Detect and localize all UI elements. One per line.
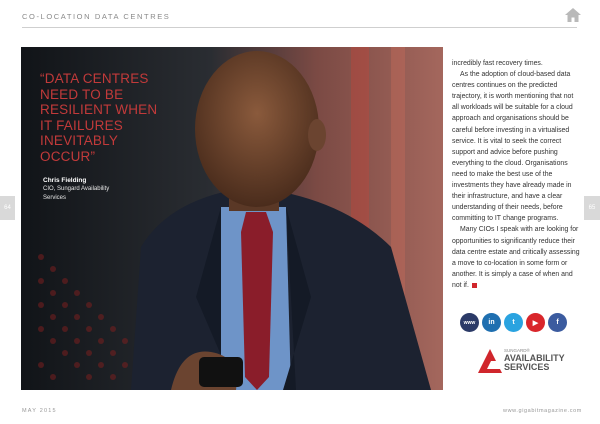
logo-line-2: SERVICES (504, 362, 550, 372)
header-divider (22, 27, 577, 28)
logo-brand-name (504, 354, 565, 372)
facebook-icon[interactable]: f (548, 313, 567, 332)
twitter-icon[interactable]: t (504, 313, 523, 332)
article-paragraph (452, 224, 580, 291)
pull-quote: “DATA CENTRES NEED TO BE RESILIENT WHEN IT FAILURES INEVITABLY OCCUR” (40, 71, 158, 164)
article-paragraph-text: Many CIOs I speak with are looking for opportunities to significantly reduce their data centre estate and critically assessing a move to co-location in some form or another. It is simply a case of when and not if. (452, 226, 580, 289)
page-number-right[interactable]: 65 (584, 196, 600, 220)
article-paragraph: incredibly fast recovery times. (452, 60, 543, 67)
logo-brand-small: SUNGARD® (504, 348, 530, 353)
linkedin-icon[interactable]: in (482, 313, 501, 332)
article-paragraph: As the adoption of cloud-based data centres continues on the predicted trajectory, it is worth mentioning that not all workloads will be suitable for a cloud approach and organisations should be careful before investing in a virtualised service. It is vital to seek the correct support and advice before pushing everything to the cloud. Organisations need to make the best use of the investments they have already made in their infrastructure, and have a clear understanding of their needs, before committing to IT change programs. (452, 71, 574, 223)
logo-line-1: AVAILABILITY (504, 353, 565, 363)
website-icon[interactable]: www (460, 313, 479, 332)
youtube-icon[interactable]: ▶ (526, 313, 545, 332)
home-icon[interactable] (565, 8, 581, 22)
section-title: CO-LOCATION DATA CENTRES (22, 12, 171, 21)
issue-date: MAY 2015 (22, 408, 57, 414)
page-number-left[interactable]: 64 (0, 196, 15, 220)
article-body (452, 58, 580, 291)
quote-author-role: CIO, Sungard Availability Services (43, 186, 110, 201)
social-links (460, 313, 567, 332)
end-of-article-marker (472, 283, 477, 288)
quote-author-name: Chris Fielding (43, 177, 87, 184)
website-url[interactable]: www.gigabitmagazine.com (503, 408, 582, 414)
